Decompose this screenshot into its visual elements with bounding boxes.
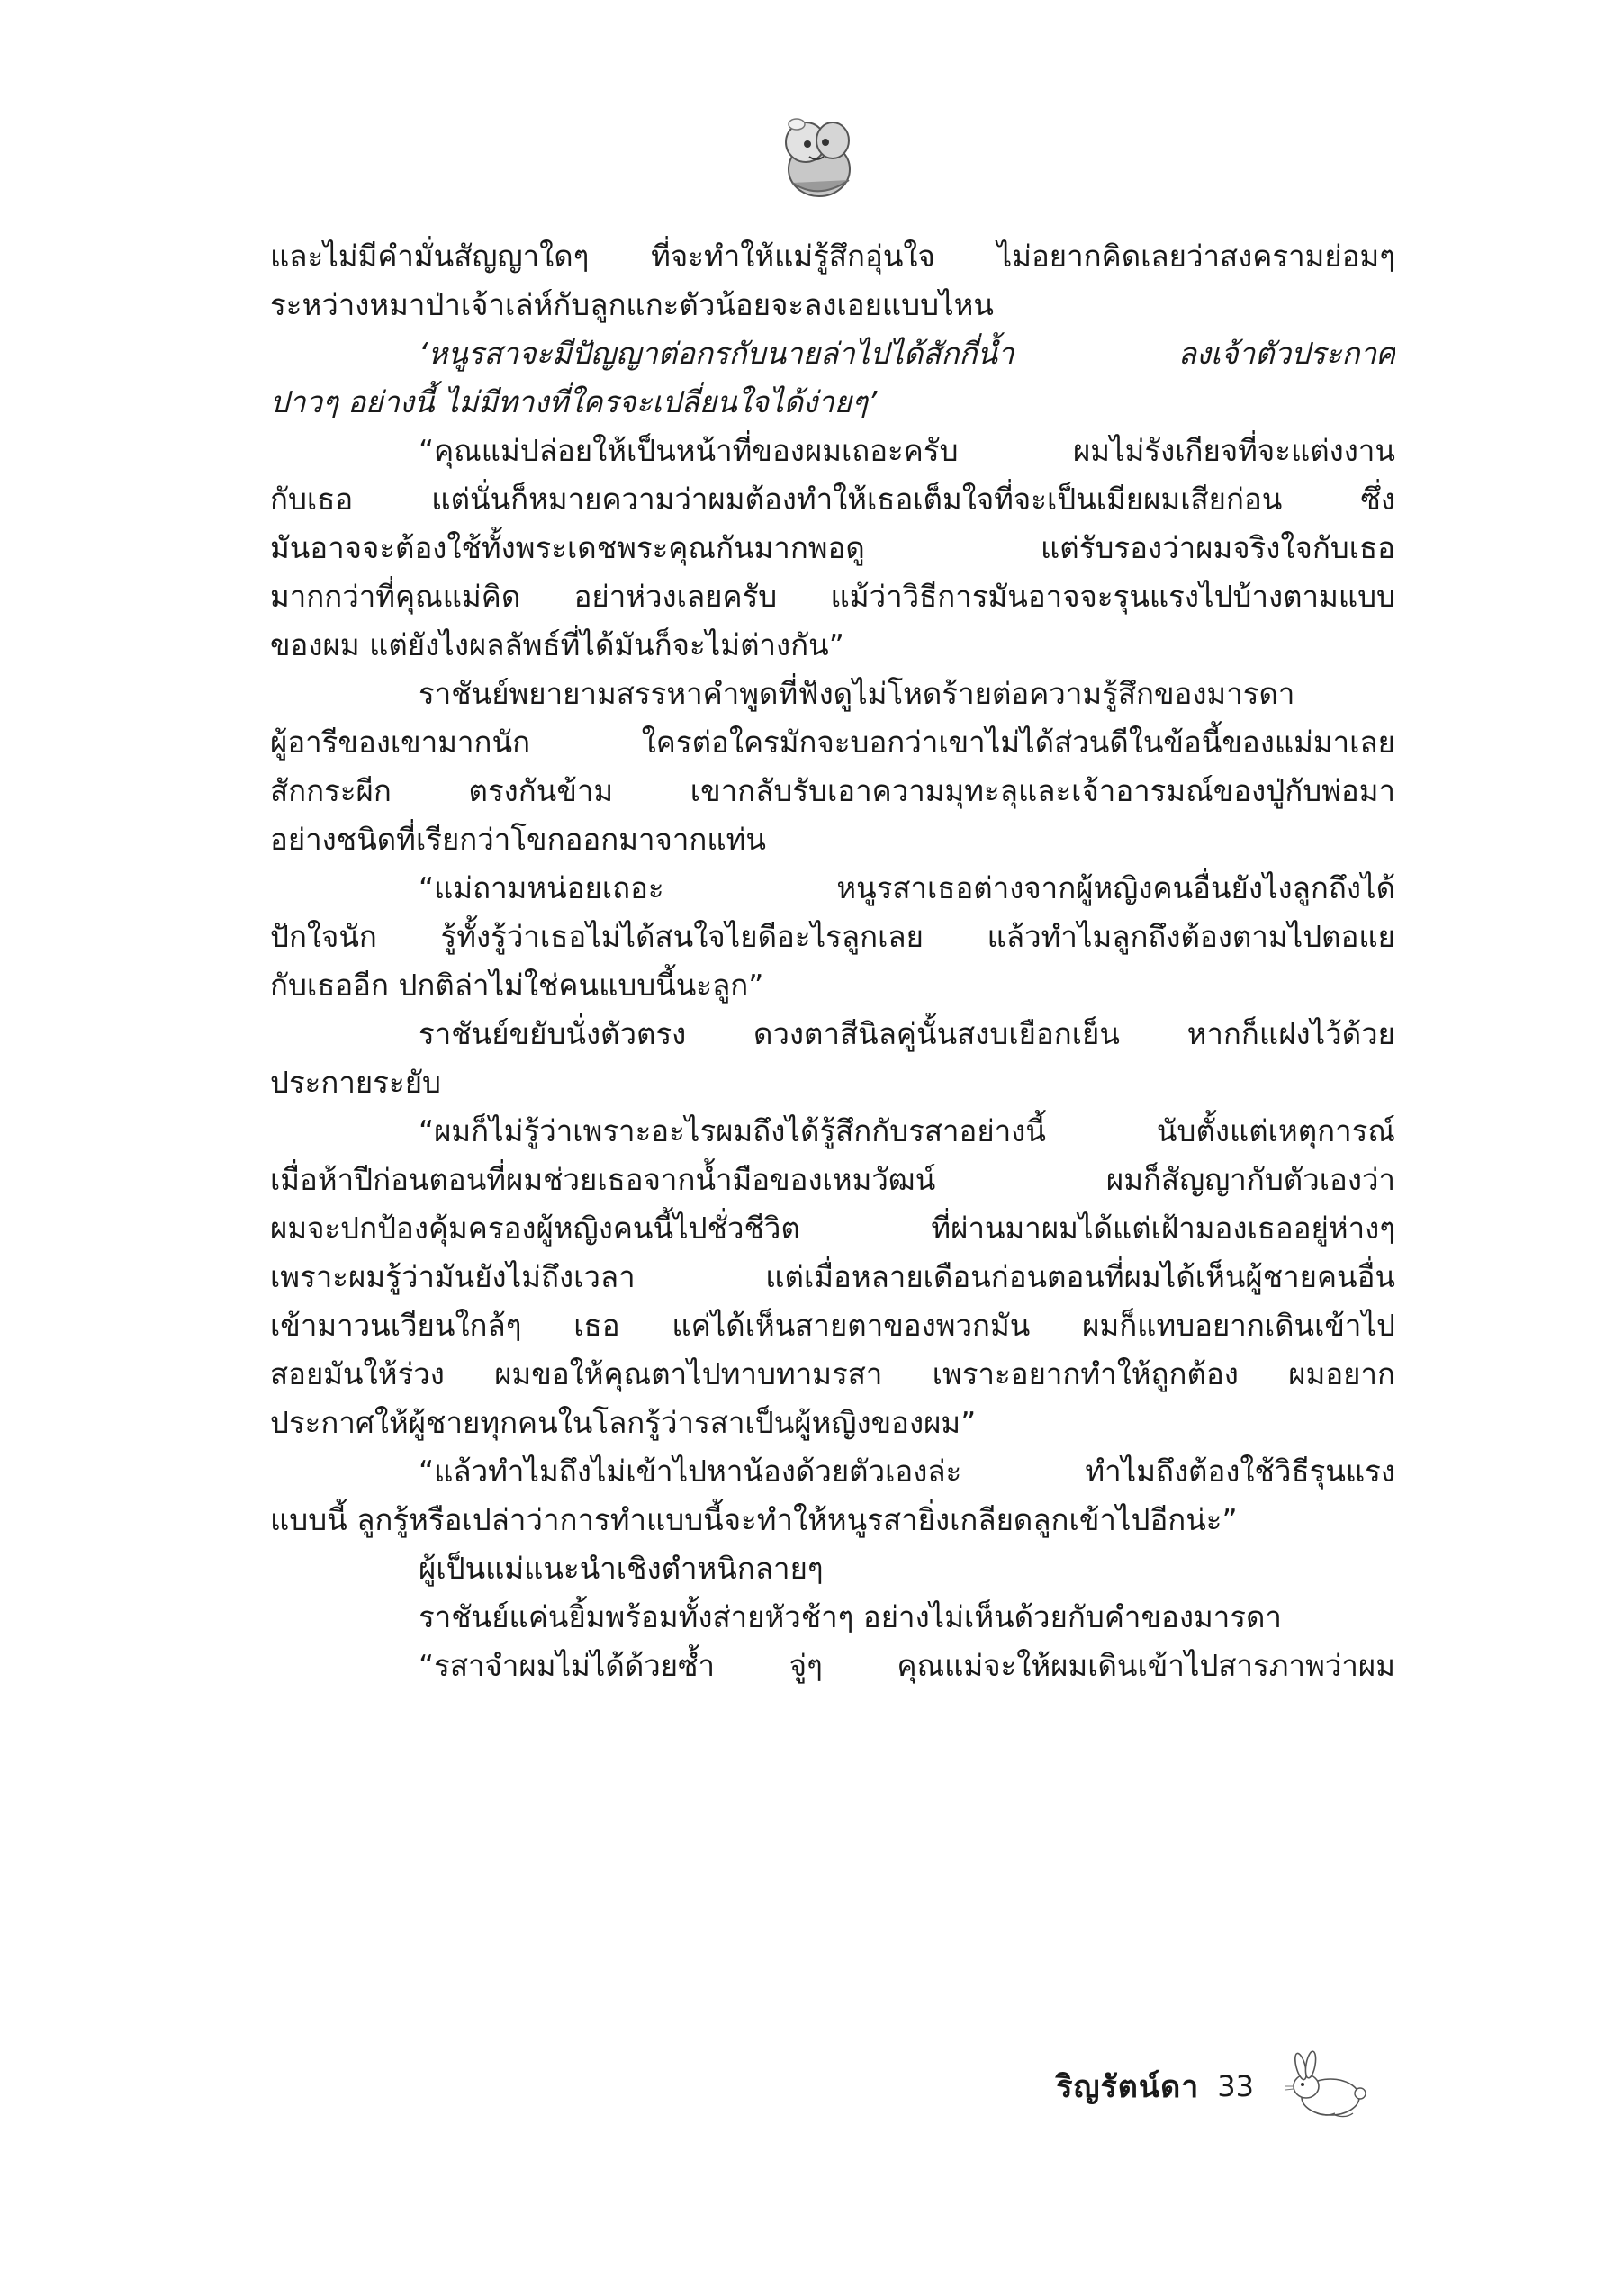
- author-name: ริญรัตน์ดา: [1056, 2069, 1200, 2105]
- text-line: มากกว่าที่คุณแม่คิด อย่าห่วงเลยครับ แม้ว่าวิธีการมันอาจจะรุนแรงไปบ้างตามแบบ: [270, 579, 1395, 614]
- text-line: ‘หนูรสาจะมีปัญญาต่อกรกับนายล่าไปได้สักกี่น้ำ ลงเจ้าตัวประกาศ: [419, 336, 1395, 371]
- text-line: ปาวๆ อย่างนี้ ไม่มีทางที่ใครจะเปลี่ยนใจได้ง่ายๆ’: [270, 384, 878, 419]
- body-text: [270, 232, 1395, 1690]
- text-line: ผู้อารีของเขามากนัก ใครต่อใครมักจะบอกว่าเขาไม่ได้ส่วนดีในข้อนี้ของแม่มาเลย: [270, 725, 1395, 760]
- text-line: ของผม แต่ยังไงผลลัพธ์ที่ได้มันก็จะไม่ต่างกัน”: [270, 627, 844, 662]
- text-line: ประกาศให้ผู้ชายทุกคนในโลกรู้ว่ารสาเป็นผู้หญิงของผม”: [270, 1405, 977, 1440]
- text-line: ประกายระยับ: [270, 1065, 441, 1100]
- page-number: 33: [1217, 2069, 1254, 2103]
- text-line: “คุณแม่ปล่อยให้เป็นหน้าที่ของผมเถอะครับ ผมไม่รังเกียจที่จะแต่งงาน: [419, 433, 1395, 468]
- text-line: “แล้วทำไมถึงไม่เข้าไปหาน้องด้วยตัวเองล่ะ ทำไมถึงต้องใช้วิธีรุนแรง: [419, 1454, 1395, 1489]
- text-line: ราชันย์แค่นยิ้มพร้อมทั้งส่ายหัวช้าๆ อย่างไม่เห็นด้วยกับคำของมารดา: [419, 1599, 1282, 1634]
- cartoon-ornament-icon: [770, 106, 869, 205]
- text-line: ระหว่างหมาป่าเจ้าเล่ห์กับลูกแกะตัวน้อยจะลงเอยแบบไหน: [270, 287, 994, 322]
- text-line: ราชันย์พยายามสรรหาคำพูดที่ฟังดูไม่โหดร้ายต่อความรู้สึกของมารดา: [419, 676, 1295, 711]
- text-line: เพราะผมรู้ว่ามันยังไม่ถึงเวลา แต่เมื่อหลายเดือนก่อนตอนที่ผมได้เห็นผู้ชายคนอื่น: [270, 1259, 1395, 1294]
- text-line: “รสาจำผมไม่ได้ด้วยซ้ำ จู่ๆ คุณแม่จะให้ผมเดินเข้าไปสารภาพว่าผม: [419, 1648, 1395, 1683]
- text-line: กับเธอ แต่นั่นก็หมายความว่าผมต้องทำให้เธอเต็มใจที่จะเป็นเมียผมเสียก่อน ซึ่ง: [270, 482, 1395, 517]
- page-footer: [1056, 2050, 1380, 2122]
- text-line: ผมจะปกป้องคุ้มครองผู้หญิงคนนี้ไปชั่วชีวิต ที่ผ่านมาผมได้แต่เฝ้ามองเธออยู่ห่างๆ: [270, 1211, 1395, 1246]
- text-line: และไม่มีคำมั่นสัญญาใดๆ ที่จะทำให้แม่รู้สึกอุ่นใจ ไม่อยากคิดเลยว่าสงครามย่อมๆ: [270, 239, 1395, 274]
- text-line: ปักใจนัก รู้ทั้งรู้ว่าเธอไม่ได้สนใจไยดีอะไรลูกเลย แล้วทำไมลูกถึงต้องตามไปตอแย: [270, 919, 1395, 954]
- text-line: มันอาจจะต้องใช้ทั้งพระเดชพระคุณกันมากพอดู แต่รับรองว่าผมจริงใจกับเธอ: [270, 530, 1395, 565]
- rabbit-icon: [1281, 2050, 1380, 2122]
- text-line: กับเธออีก ปกติล่าไม่ใช่คนแบบนี้นะลูก”: [270, 968, 764, 1003]
- text-line: อย่างชนิดที่เรียกว่าโขกออกมาจากแท่น: [270, 822, 766, 857]
- text-line: สอยมันให้ร่วง ผมขอให้คุณตาไปทาบทามรสา เพราะอยากทำให้ถูกต้อง ผมอยาก: [270, 1356, 1395, 1391]
- text-line: “แม่ถามหน่อยเถอะ หนูรสาเธอต่างจากผู้หญิงคนอื่นยังไงลูกถึงได้: [419, 870, 1395, 905]
- text-line: แบบนี้ ลูกรู้หรือเปล่าว่าการทำแบบนี้จะทำให้หนูรสายิ่งเกลียดลูกเข้าไปอีกน่ะ”: [270, 1502, 1238, 1537]
- text-line: “ผมก็ไม่รู้ว่าเพราะอะไรผมถึงได้รู้สึกกับรสาอย่างนี้ นับตั้งแต่เหตุการณ์: [419, 1113, 1395, 1148]
- text-line: ผู้เป็นแม่แนะนำเชิงตำหนิกลายๆ: [419, 1551, 824, 1586]
- text-line: ราชันย์ขยับนั่งตัวตรง ดวงตาสีนิลคู่นั้นสงบเยือกเย็น หากก็แฝงไว้ด้วย: [419, 1016, 1395, 1051]
- text-line: สักกระผีก ตรงกันข้าม เขากลับรับเอาความมุทะลุและเจ้าอารมณ์ของปู่กับพ่อมา: [270, 773, 1395, 808]
- text-line: เมื่อห้าปีก่อนตอนที่ผมช่วยเธอจากน้ำมือของเหมวัฒน์ ผมก็สัญญากับตัวเองว่า: [270, 1162, 1395, 1197]
- text-line: เข้ามาวนเวียนใกล้ๆ เธอ แค่ได้เห็นสายตาของพวกมัน ผมก็แทบอยากเดินเข้าไป: [270, 1308, 1395, 1343]
